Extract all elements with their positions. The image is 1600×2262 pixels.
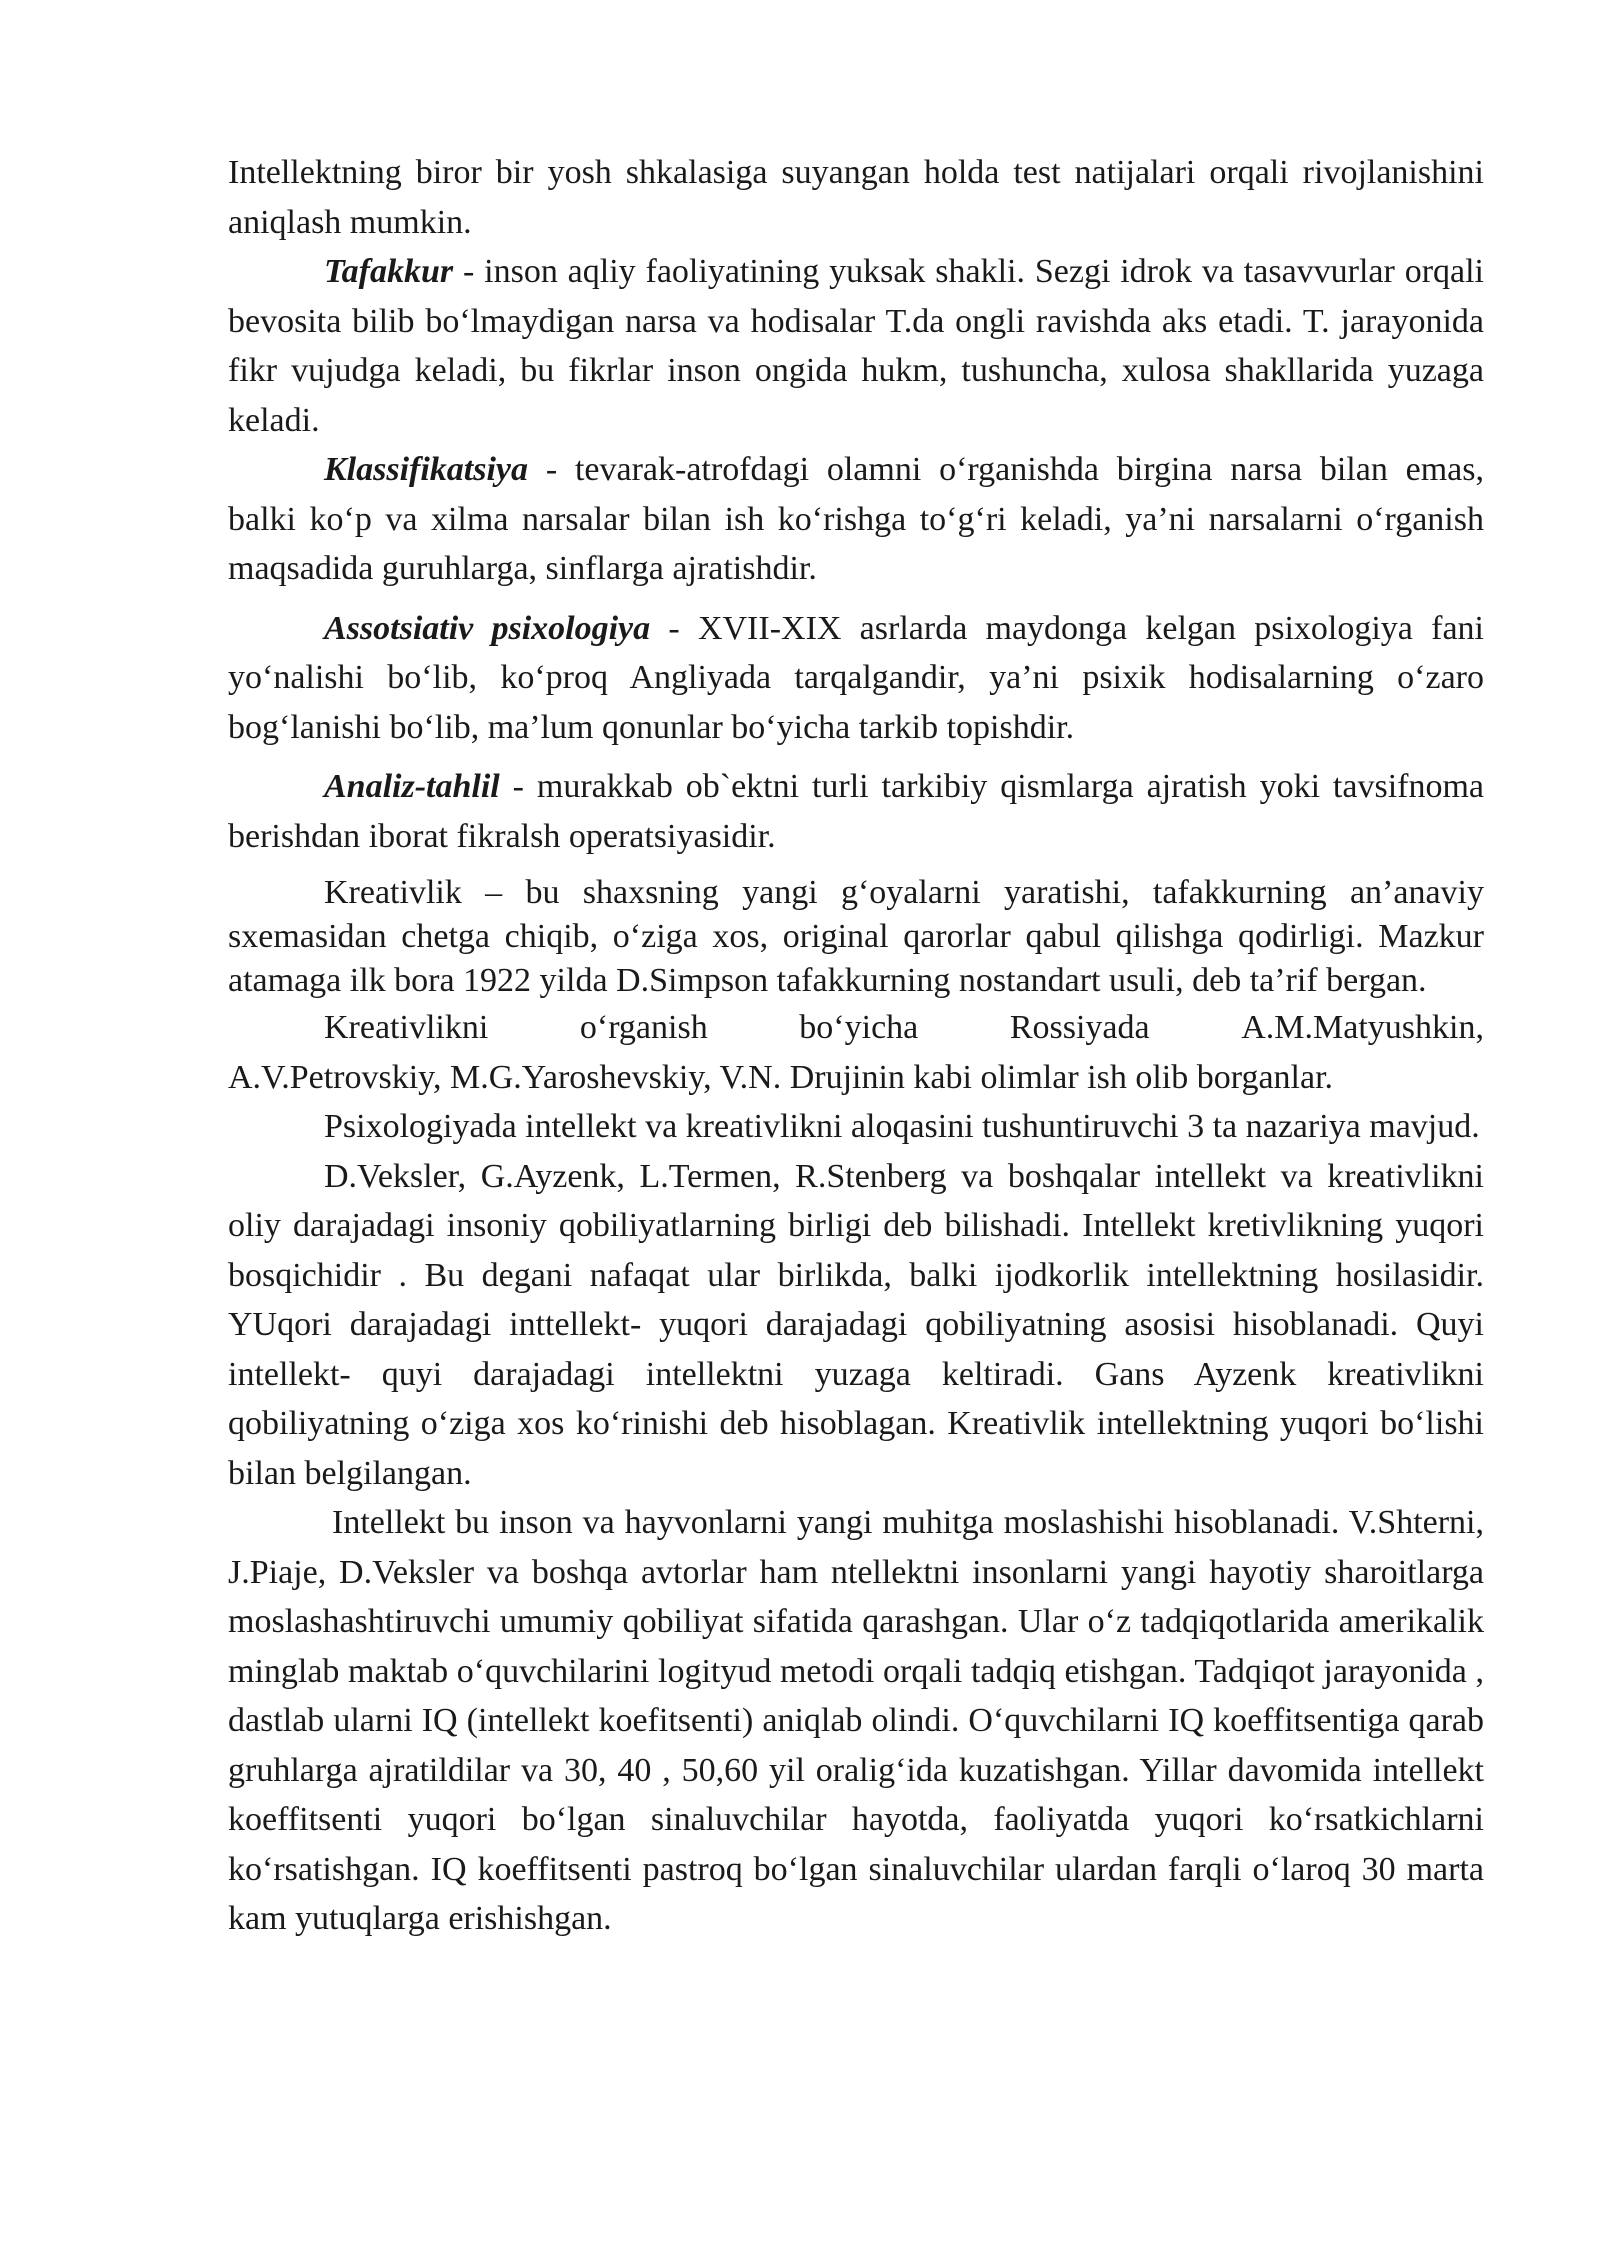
paragraph-kreativlik-russia-rest: A.V.Petrovskiy, M.G.Yaroshevskiy, V.N. Drujinin kabi olimlar ish olib borganlar.: [228, 1058, 1334, 1096]
paragraph-veksler-ayzenk: D.Veksler, G.Ayzenk, L.Termen, R.Stenberg va boshqalar intellekt va kreativlikni oliy darajadagi insoniy qobiliyatlarning birligi deb bilishadi. Intellekt kretivlikning yuqori bosqichidir . Bu degani nafaqat ular birlikda, balki ijodkorlik intellektning hosilasidir. YUqori darajadagi inttellekt- yuqori darajadagi qobiliyatning asosisi hisoblanadi. Quyi intellekt- quyi darajadagi intellektni yuzaga keltiradi. Gans Ayzenk kreativlikni qobiliyatning oʻziga xos koʻrinishi deb hisoblagan. Kreativlik intellektning yuqori boʻlishi bilan belgilangan.: [228, 1157, 1484, 1492]
paragraph-three-theories: Psixologiyada intellekt va kreativlikni aloqasini tushuntiruvchi 3 ta nazariya mavjud.: [324, 1108, 1480, 1145]
definition-assotsiativ-psixologiya: - XVII-XIX asrlarda maydonga kelgan psixologiya fani yoʻnalishi boʻlib, koʻproq Angliyada tarqalgandir, ya’ni psixik hodisalarning oʻzaro bogʻlanishi boʻlib, ma’lum qonunlar boʻyicha tarkib topishdir.: [228, 609, 1484, 746]
definition-tafakkur: - inson aqliy faoliyatining yuksak shakli. Sezgi idrok va tasavvurlar orqali bevosita bilib boʻlmaydigan narsa va hodisalar T.da ongli ravishda aks etadi. T. jarayonida fikr vujudga keladi, bu fikrlar inson ongida hukm, tushuncha, xulosa shakllarida yuzaga keladi.: [228, 253, 1484, 439]
term-assotsiativ-psixologiya: Assotsiativ psixologiya: [324, 609, 651, 647]
word: Kreativlikni: [324, 1009, 489, 1046]
paragraph-analiz-tahlil: [228, 762, 1484, 861]
paragraph-intellect-scale: Intellektning biror bir yosh shkalasiga suyangan holda test natijalari orqali rivojlanishini aniqlash mumkin.: [228, 154, 1484, 241]
paragraph-kreativlik: Kreativlik – bu shaxsning yangi gʻoyalarni yaratishi, tafakkurning an’anaviy sxemasidan chetga chiqib, oʻziga xos, original qarorlar qabul qilishga qodirligi. Mazkur atamaga ilk bora 1922 yilda D.Simpson tafakkurning nostandart usuli, deb ta’rif bergan.: [228, 874, 1484, 999]
paragraph-assotsiativ-psixologiya: [228, 604, 1484, 753]
paragraph-intellekt-adaptation: Intellekt bu inson va hayvonlarni yangi muhitga moslashishi hisoblanadi. V.Shterni, J.Piaje, D.Veksler va boshqa avtorlar ham ntellektni insonlarni yangi hayotiy sharoitlarga moslashashtiruvchi umumiy qobiliyat sifatida qarashgan. Ular oʻz tadqiqotlarida amerikalik minglab maktab oʻquvchilarini logityud metodi orqali tadqiq etishgan. Tadqiqot jarayonida , dastlab ularni IQ (intellekt koefitsenti) aniqlab olindi. Oʻquvchilarni IQ koeffitsentiga qarab gruhlarga ajratildilar va 30, 40 , 50,60 yil oraligʻida kuzatishgan. Yillar davomida intellekt koeffitsenti yuqori boʻlgan sinaluvchilar hayotda, faoliyatda yuqori koʻrsatkichlarni koʻrsatishgan. IQ koeffitsenti pastroq boʻlgan sinaluvchilar ulardan farqli oʻlaroq 30 marta kam yutuqlarga erishishgan.: [228, 1504, 1484, 1937]
term-analiz-tahlil: Analiz-tahlil: [324, 768, 500, 805]
word: Rossiyada: [1009, 1009, 1150, 1046]
document-page: [228, 148, 1484, 1944]
definition-analiz-tahlil: - murakkab ob`ektni turli tarkibiy qismlarga ajratish yoki tavsifnoma berishdan iborat fikralsh operatsiyasidir.: [228, 768, 1484, 855]
term-tafakkur: Tafakkur: [324, 253, 454, 290]
word: oʻrganish: [579, 1009, 708, 1046]
paragraph-kreativlik-russia-first-line: [228, 1003, 1484, 1053]
word: boʻyicha: [799, 1009, 919, 1046]
definition-klassifikatsiya: - tevarak-atrofdagi olamni oʻrganishda birgina narsa bilan emas, balki koʻp va xilma narsalar bilan ish koʻrishga toʻgʻri keladi, ya’ni narsalarni oʻrganish maqsadida guruhlarga, sinflarga ajratishdir.: [228, 451, 1484, 587]
paragraph-klassifikatsiya: [228, 445, 1484, 594]
term-klassifikatsiya: Klassifikatsiya: [324, 451, 529, 488]
word: A.M.Matyushkin,: [1241, 1009, 1484, 1046]
paragraph-tafakkur: [228, 247, 1484, 445]
